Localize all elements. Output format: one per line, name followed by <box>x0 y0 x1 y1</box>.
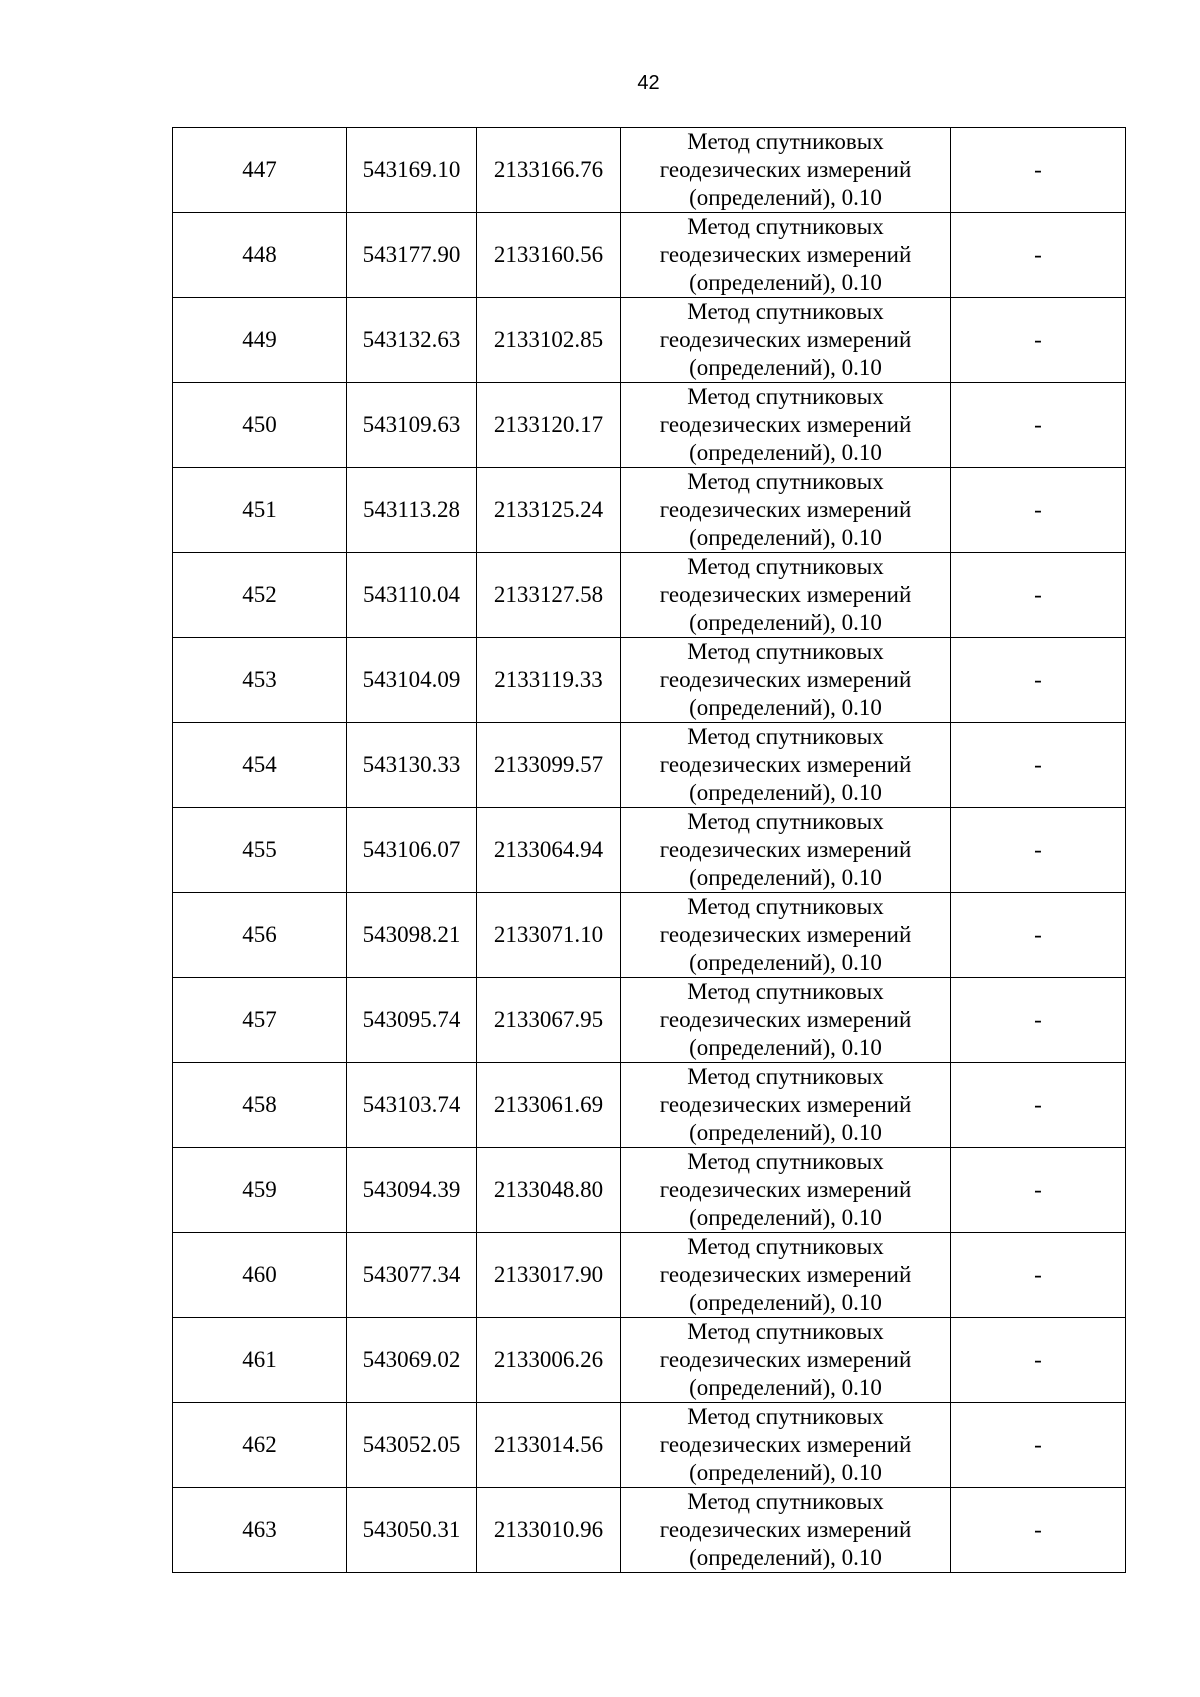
table-row <box>173 128 1126 213</box>
table-row <box>173 1063 1126 1148</box>
y-coordinate-cell: 2133010.96 <box>477 1488 621 1573</box>
coordinates-table <box>172 127 1126 1573</box>
point-number-cell: 461 <box>173 1318 347 1403</box>
method-cell <box>621 638 951 723</box>
x-coordinate-cell: 543169.10 <box>347 128 477 213</box>
y-coordinate-cell: 2133014.56 <box>477 1403 621 1488</box>
x-coordinate-cell: 543130.33 <box>347 723 477 808</box>
page-number: 42 <box>637 72 660 94</box>
point-number-cell: 447 <box>173 128 347 213</box>
table-body <box>173 128 1126 1573</box>
point-number-cell: 456 <box>173 893 347 978</box>
method-cell <box>621 1148 951 1233</box>
point-number-cell: 450 <box>173 383 347 468</box>
note-cell: - <box>951 978 1126 1063</box>
point-number-cell: 449 <box>173 298 347 383</box>
method-line: (определений), 0.10 <box>689 270 882 295</box>
note-cell: - <box>951 723 1126 808</box>
table-row <box>173 1488 1126 1573</box>
table-row <box>173 553 1126 638</box>
table-row <box>173 468 1126 553</box>
table-row <box>173 893 1126 978</box>
method-line: Метод спутниковых <box>687 809 884 834</box>
method-cell <box>621 808 951 893</box>
method-line: Метод спутниковых <box>687 1234 884 1259</box>
method-line: (определений), 0.10 <box>689 1545 882 1570</box>
y-coordinate-cell: 2133166.76 <box>477 128 621 213</box>
x-coordinate-cell: 543069.02 <box>347 1318 477 1403</box>
x-coordinate-cell: 543132.63 <box>347 298 477 383</box>
method-cell <box>621 298 951 383</box>
method-line: Метод спутниковых <box>687 299 884 324</box>
y-coordinate-cell: 2133119.33 <box>477 638 621 723</box>
point-number-cell: 451 <box>173 468 347 553</box>
method-line: Метод спутниковых <box>687 469 884 494</box>
note-cell: - <box>951 1488 1126 1573</box>
method-line: Метод спутниковых <box>687 724 884 749</box>
y-coordinate-cell: 2133006.26 <box>477 1318 621 1403</box>
method-line: геодезических измерений <box>659 412 912 437</box>
point-number-cell: 448 <box>173 213 347 298</box>
point-number-cell: 455 <box>173 808 347 893</box>
method-line: геодезических измерений <box>659 752 912 777</box>
note-cell: - <box>951 298 1126 383</box>
method-line: геодезических измерений <box>659 157 912 182</box>
note-cell: - <box>951 1403 1126 1488</box>
x-coordinate-cell: 543106.07 <box>347 808 477 893</box>
method-line: геодезических измерений <box>659 1517 912 1542</box>
method-line: геодезических измерений <box>659 582 912 607</box>
y-coordinate-cell: 2133120.17 <box>477 383 621 468</box>
x-coordinate-cell: 543103.74 <box>347 1063 477 1148</box>
method-line: геодезических измерений <box>659 1177 912 1202</box>
x-coordinate-cell: 543177.90 <box>347 213 477 298</box>
method-line: (определений), 0.10 <box>689 695 882 720</box>
method-line: (определений), 0.10 <box>689 780 882 805</box>
method-line: (определений), 0.10 <box>689 1205 882 1230</box>
method-cell <box>621 1233 951 1318</box>
point-number-cell: 458 <box>173 1063 347 1148</box>
y-coordinate-cell: 2133099.57 <box>477 723 621 808</box>
method-line: (определений), 0.10 <box>689 440 882 465</box>
point-number-cell: 459 <box>173 1148 347 1233</box>
method-line: геодезических измерений <box>659 1432 912 1457</box>
method-line: Метод спутниковых <box>687 894 884 919</box>
method-cell <box>621 1488 951 1573</box>
x-coordinate-cell: 543109.63 <box>347 383 477 468</box>
method-cell <box>621 553 951 638</box>
method-line: (определений), 0.10 <box>689 865 882 890</box>
note-cell: - <box>951 1233 1126 1318</box>
method-line: геодезических измерений <box>659 1262 912 1287</box>
method-line: Метод спутниковых <box>687 384 884 409</box>
x-coordinate-cell: 543052.05 <box>347 1403 477 1488</box>
x-coordinate-cell: 543094.39 <box>347 1148 477 1233</box>
method-line: (определений), 0.10 <box>689 610 882 635</box>
method-cell <box>621 1063 951 1148</box>
x-coordinate-cell: 543095.74 <box>347 978 477 1063</box>
y-coordinate-cell: 2133017.90 <box>477 1233 621 1318</box>
method-line: (определений), 0.10 <box>689 1035 882 1060</box>
method-line: геодезических измерений <box>659 837 912 862</box>
table-row <box>173 1233 1126 1318</box>
method-line: Метод спутниковых <box>687 1319 884 1344</box>
table-row <box>173 978 1126 1063</box>
method-line: (определений), 0.10 <box>689 1460 882 1485</box>
method-line: Метод спутниковых <box>687 214 884 239</box>
method-line: геодезических измерений <box>659 242 912 267</box>
note-cell: - <box>951 468 1126 553</box>
table-row <box>173 723 1126 808</box>
method-line: (определений), 0.10 <box>689 950 882 975</box>
point-number-cell: 457 <box>173 978 347 1063</box>
method-line: (определений), 0.10 <box>689 1120 882 1145</box>
x-coordinate-cell: 543050.31 <box>347 1488 477 1573</box>
x-coordinate-cell: 543098.21 <box>347 893 477 978</box>
method-line: (определений), 0.10 <box>689 1375 882 1400</box>
method-cell <box>621 383 951 468</box>
method-line: Метод спутниковых <box>687 1404 884 1429</box>
method-cell <box>621 893 951 978</box>
method-line: (определений), 0.10 <box>689 1290 882 1315</box>
note-cell: - <box>951 808 1126 893</box>
method-line: Метод спутниковых <box>687 639 884 664</box>
note-cell: - <box>951 1148 1126 1233</box>
method-line: Метод спутниковых <box>687 979 884 1004</box>
x-coordinate-cell: 543104.09 <box>347 638 477 723</box>
method-cell <box>621 213 951 298</box>
method-line: Метод спутниковых <box>687 1064 884 1089</box>
method-line: Метод спутниковых <box>687 1149 884 1174</box>
method-line: геодезических измерений <box>659 1347 912 1372</box>
method-line: геодезических измерений <box>659 922 912 947</box>
point-number-cell: 462 <box>173 1403 347 1488</box>
table-row <box>173 808 1126 893</box>
table-row <box>173 1318 1126 1403</box>
note-cell: - <box>951 1318 1126 1403</box>
point-number-cell: 453 <box>173 638 347 723</box>
note-cell: - <box>951 128 1126 213</box>
x-coordinate-cell: 543077.34 <box>347 1233 477 1318</box>
table-row <box>173 383 1126 468</box>
method-cell <box>621 1318 951 1403</box>
point-number-cell: 454 <box>173 723 347 808</box>
table-row <box>173 1148 1126 1233</box>
method-cell <box>621 1403 951 1488</box>
y-coordinate-cell: 2133127.58 <box>477 553 621 638</box>
table-row <box>173 213 1126 298</box>
method-line: (определений), 0.10 <box>689 525 882 550</box>
method-line: геодезических измерений <box>659 667 912 692</box>
point-number-cell: 463 <box>173 1488 347 1573</box>
y-coordinate-cell: 2133048.80 <box>477 1148 621 1233</box>
y-coordinate-cell: 2133061.69 <box>477 1063 621 1148</box>
method-line: геодезических измерений <box>659 327 912 352</box>
method-cell <box>621 978 951 1063</box>
y-coordinate-cell: 2133160.56 <box>477 213 621 298</box>
method-line: Метод спутниковых <box>687 1489 884 1514</box>
method-cell <box>621 723 951 808</box>
y-coordinate-cell: 2133067.95 <box>477 978 621 1063</box>
method-line: геодезических измерений <box>659 1092 912 1117</box>
y-coordinate-cell: 2133071.10 <box>477 893 621 978</box>
x-coordinate-cell: 543113.28 <box>347 468 477 553</box>
method-line: Метод спутниковых <box>687 129 884 154</box>
note-cell: - <box>951 1063 1126 1148</box>
method-line: геодезических измерений <box>659 1007 912 1032</box>
note-cell: - <box>951 638 1126 723</box>
table-row <box>173 298 1126 383</box>
table-row <box>173 1403 1126 1488</box>
method-line: Метод спутниковых <box>687 554 884 579</box>
note-cell: - <box>951 553 1126 638</box>
note-cell: - <box>951 383 1126 468</box>
note-cell: - <box>951 213 1126 298</box>
method-line: (определений), 0.10 <box>689 355 882 380</box>
method-cell <box>621 128 951 213</box>
y-coordinate-cell: 2133125.24 <box>477 468 621 553</box>
y-coordinate-cell: 2133102.85 <box>477 298 621 383</box>
point-number-cell: 460 <box>173 1233 347 1318</box>
point-number-cell: 452 <box>173 553 347 638</box>
x-coordinate-cell: 543110.04 <box>347 553 477 638</box>
method-line: геодезических измерений <box>659 497 912 522</box>
table-row <box>173 638 1126 723</box>
y-coordinate-cell: 2133064.94 <box>477 808 621 893</box>
method-line: (определений), 0.10 <box>689 185 882 210</box>
note-cell: - <box>951 893 1126 978</box>
method-cell <box>621 468 951 553</box>
